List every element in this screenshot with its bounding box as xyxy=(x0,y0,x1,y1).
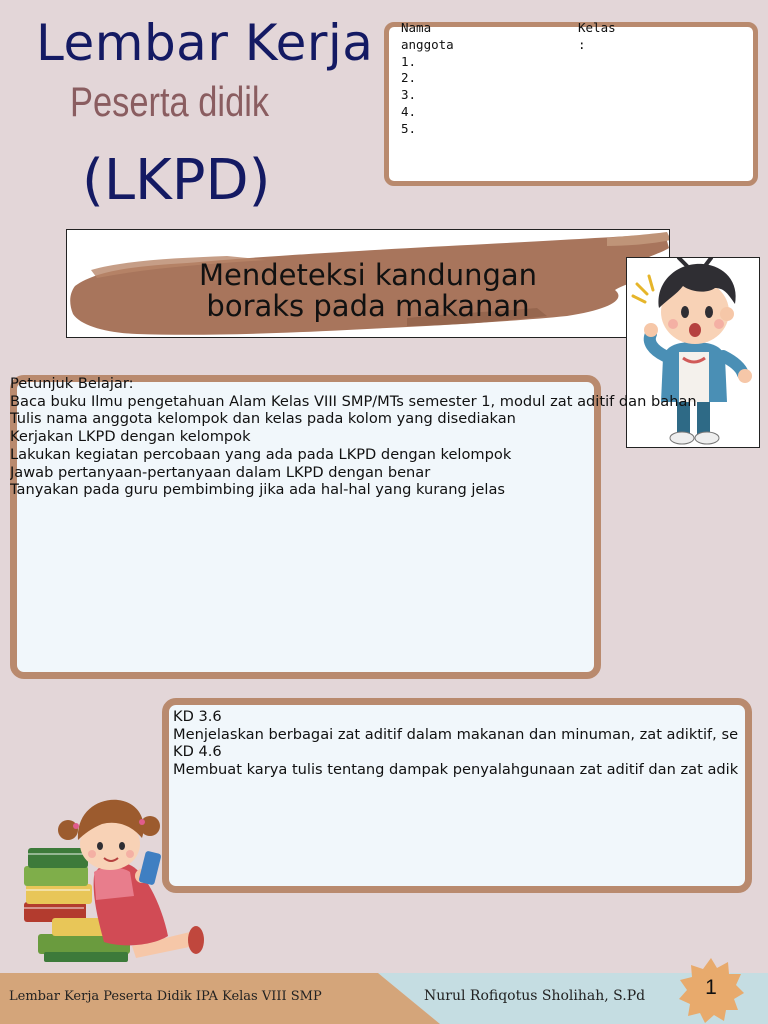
members-name-column xyxy=(401,20,454,138)
banner-line-2: boraks pada makanan xyxy=(206,289,530,323)
member-number: 5. xyxy=(401,120,417,136)
kd-code: KD 3.6 xyxy=(173,708,222,725)
member-number: 4. xyxy=(401,103,417,119)
instructions-text xyxy=(10,375,768,499)
girl-reading-illustration xyxy=(22,796,208,968)
footer-left-text: Lembar Kerja Peserta Didik IPA Kelas VIII SMP xyxy=(9,989,322,1004)
topic-banner xyxy=(66,229,670,338)
page-number: 1 xyxy=(705,976,717,999)
member-label: anggota xyxy=(401,36,454,52)
instruction-item: Lakukan kegiatan percobaan yang ada pada LKPD dengan kelompok xyxy=(10,445,512,463)
members-class-column xyxy=(578,20,616,54)
class-colon: : xyxy=(578,36,586,52)
instruction-item: Baca buku Ilmu pengetahuan Alam Kelas VIII SMP/MTs semester 1, modul zat aditif dan bahan xyxy=(10,392,697,410)
member-number: 3. xyxy=(401,87,417,103)
kd-description: Menjelaskan berbagai zat aditif dalam makanan dan minuman, zat adiktif, se xyxy=(173,725,739,743)
title-lembar-kerja: Lembar Kerja xyxy=(36,14,374,72)
title-peserta-didik: Peserta didik xyxy=(70,78,270,125)
instruction-item: Tanyakan pada guru pembimbing jika ada hal-hal yang kurang jelas xyxy=(10,481,505,499)
competency-text xyxy=(173,708,768,779)
banner-line-1: Mendeteksi kandungan xyxy=(198,258,538,292)
name-label: Nama xyxy=(401,20,432,35)
instruction-item: Jawab pertanyaan-pertanyaan dalam LKPD dengan benar xyxy=(10,463,431,481)
instruction-item: Kerjakan LKPD dengan kelompok xyxy=(10,428,251,446)
member-number: 2. xyxy=(401,70,417,86)
member-number: 1. xyxy=(401,53,417,69)
class-label: Kelas xyxy=(578,20,616,35)
instruction-item: Tulis nama anggota kelompok dan kelas pada kolom yang disediakan xyxy=(10,410,516,428)
kd-code: KD 4.6 xyxy=(173,743,222,761)
title-lkpd: (LKPD) xyxy=(82,148,271,213)
instructions-heading: Petunjuk Belajar: xyxy=(10,375,134,392)
banner-title xyxy=(67,260,669,322)
kd-description: Membuat karya tulis tentang dampak penyalahgunaan zat aditif dan zat adik xyxy=(173,761,739,779)
footer-author: Nurul Rofiqotus Sholihah, S.Pd xyxy=(424,988,646,1004)
